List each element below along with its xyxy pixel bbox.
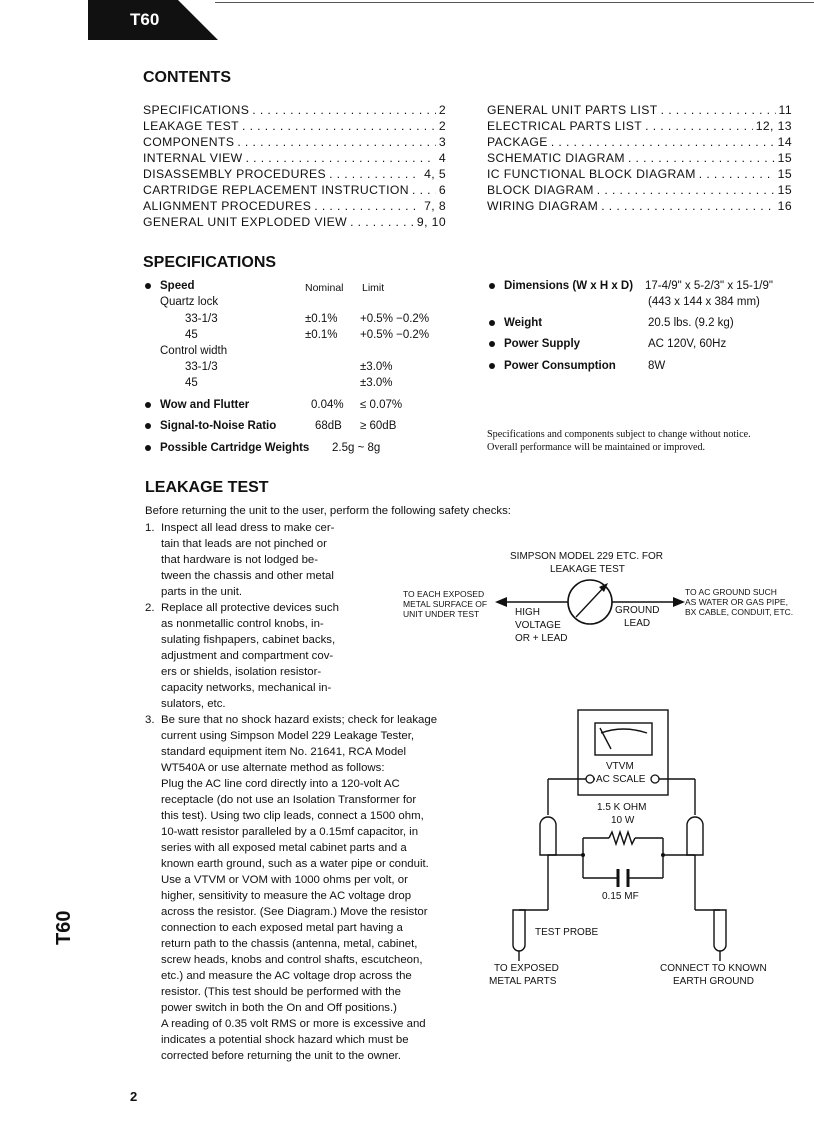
- dot-leader: [601, 198, 774, 214]
- item-number-1: 1.: [145, 522, 155, 534]
- dimensions-label: Dimensions (W x H x D): [504, 280, 634, 292]
- quartz-45-nominal: ±0.1%: [305, 329, 338, 341]
- paragraph-line: Replace all protective devices such: [161, 602, 339, 614]
- paragraph-line: adjustment and compartment cov-: [161, 650, 334, 662]
- dot-leader: [597, 182, 775, 198]
- contents-entry-label: COMPONENTS: [143, 135, 235, 149]
- tester-diagram: [490, 575, 690, 635]
- contents-entry-page: 7, 8: [424, 199, 446, 213]
- test-probe-label: TEST PROBE: [535, 927, 599, 938]
- contents-entry-page: 16: [777, 199, 792, 213]
- contents-entry-label: SPECIFICATIONS: [143, 103, 250, 117]
- contents-entry: [143, 118, 446, 134]
- paragraph-line: WT540A or use alternate method as follows:: [161, 762, 385, 774]
- contents-entry: [143, 182, 446, 198]
- dot-leader: [246, 150, 436, 166]
- ac-ground-label-2: AS WATER OR GAS PIPE,: [685, 597, 788, 607]
- dot-leader: [350, 214, 414, 230]
- paragraph-line: parts in the unit.: [161, 586, 243, 598]
- contents-entry: [487, 102, 792, 118]
- dot-leader: [412, 182, 436, 198]
- exposed-metal-label-3: UNIT UNDER TEST: [403, 609, 480, 619]
- snr-nominal: 68dB: [315, 420, 342, 432]
- vtvm-label: VTVM: [606, 761, 634, 772]
- contents-entry-label: CARTRIDGE REPLACEMENT INSTRUCTION: [143, 183, 410, 197]
- contents-entry-page: 15: [777, 167, 792, 181]
- contents-entry: [143, 166, 446, 182]
- paragraph-line: standard equipment item No. 21641, RCA Model: [161, 746, 407, 758]
- tester-title-line2: LEAKAGE TEST: [550, 564, 625, 575]
- ground-label: GROUND: [615, 605, 660, 616]
- contents-right-list: [487, 102, 792, 214]
- leakage-item-1: [161, 520, 361, 600]
- contents-entry: [143, 198, 446, 214]
- contents-entry-label: PACKAGE: [487, 135, 548, 149]
- contents-entry-label: IC FUNCTIONAL BLOCK DIAGRAM: [487, 167, 696, 181]
- contents-entry-label: LEAKAGE TEST: [143, 119, 240, 133]
- power-supply-value: AC 120V, 60Hz: [648, 338, 727, 350]
- contents-entry-page: 15: [777, 151, 792, 165]
- paragraph-line: series with all exposed metal cabinet parts and a: [161, 842, 407, 854]
- paragraph-line: as nonmetallic control knobs, in-: [161, 618, 324, 630]
- item-number-2: 2.: [145, 602, 155, 614]
- paragraph-line: Be sure that no shock hazard exists; check for leakage: [161, 714, 438, 726]
- paragraph-line: return path to the chassis (antenna, metal, cabinet,: [161, 938, 418, 950]
- contents-entry-label: INTERNAL VIEW: [143, 151, 243, 165]
- quartz-33-nominal: ±0.1%: [305, 313, 338, 325]
- exposed-metal-label-1: TO EACH EXPOSED: [403, 589, 485, 599]
- contents-entry-label: BLOCK DIAGRAM: [487, 183, 594, 197]
- ac-scale-label: AC SCALE: [596, 774, 646, 785]
- contents-entry: [487, 198, 792, 214]
- wow-flutter-nominal: 0.04%: [311, 399, 344, 411]
- ac-ground-label-3: BX CABLE, CONDUIT, ETC.: [685, 607, 794, 617]
- contents-title: CONTENTS: [143, 69, 231, 86]
- contents-left-list: [143, 102, 446, 230]
- side-model-label: T60: [53, 910, 75, 945]
- contents-entry-label: DISASSEMBLY PROCEDURES: [143, 167, 327, 181]
- contents-entry-page: 4, 5: [424, 167, 446, 181]
- contents-entry-label: GENERAL UNIT PARTS LIST: [487, 103, 658, 117]
- ac-ground-label-1: TO AC GROUND SUCH: [685, 587, 777, 597]
- contents-entry: [143, 102, 446, 118]
- weight-value: 20.5 lbs. (9.2 kg): [648, 317, 734, 329]
- contents-entry-label: GENERAL UNIT EXPLODED VIEW: [143, 215, 348, 229]
- quartz-lock-label: Quartz lock: [160, 296, 219, 308]
- voltage-label: VOLTAGE: [515, 620, 561, 631]
- power-consumption-value: 8W: [648, 360, 666, 372]
- spec-note-line2: Overall performance will be maintained or improved.: [487, 442, 706, 453]
- contents-entry-page: 15: [777, 183, 792, 197]
- control-33-limit: ±3.0%: [360, 361, 393, 373]
- limit-header: Limit: [362, 282, 385, 294]
- paragraph-line: ers or shields, isolation resistor-: [161, 666, 322, 678]
- paragraph-line: tween the chassis and other metal: [161, 570, 334, 582]
- dot-leader: [628, 150, 775, 166]
- wow-flutter-label: Wow and Flutter: [160, 399, 250, 411]
- contents-entry: [487, 134, 792, 150]
- contents-entry-page: 14: [777, 135, 792, 149]
- resistor-watt-label: 10 W: [611, 815, 635, 826]
- weight-label: Weight: [504, 317, 543, 329]
- snr-limit: ≥ 60dB: [360, 420, 397, 432]
- exposed-parts-label-2: METAL PARTS: [489, 976, 557, 987]
- bullet: [145, 402, 151, 408]
- contents-entry: [487, 166, 792, 182]
- capacitor-label: 0.15 MF: [602, 891, 639, 902]
- dot-leader: [551, 134, 775, 150]
- dimensions-value: 17-4/9" x 5-2/3" x 15-1/9": [645, 280, 773, 292]
- quartz-45-limit: +0.5% −0.2%: [360, 329, 430, 341]
- contents-entry: [487, 150, 792, 166]
- paragraph-line: known earth ground, such as a water pipe or conduit.: [161, 858, 429, 870]
- paragraph-line: Plug the AC line cord directly into a 120-volt AC: [161, 778, 400, 790]
- model-tab-label: T60: [130, 10, 160, 29]
- paragraph-line: indicates a potential shock hazard which must be: [161, 1034, 409, 1046]
- dot-leader: [645, 118, 753, 134]
- earth-ground-label-2: EARTH GROUND: [673, 976, 754, 987]
- or-lead-label: OR + LEAD: [515, 633, 568, 644]
- dot-leader: [329, 166, 421, 182]
- cartridge-weights-value: 2.5g ~ 8g: [332, 442, 381, 454]
- contents-entry: [487, 182, 792, 198]
- bullet: [145, 445, 151, 451]
- contents-entry: [143, 134, 446, 150]
- snr-label: Signal-to-Noise Ratio: [160, 420, 277, 432]
- contents-entry: [143, 214, 446, 230]
- exposed-metal-label-2: METAL SURFACE OF: [403, 599, 488, 609]
- contents-entry-page: 2: [438, 103, 446, 117]
- paragraph-line: receptacle (do not use an Isolation Transformer for: [161, 794, 417, 806]
- paragraph-line: corrected before returning the unit to the owner.: [161, 1050, 401, 1062]
- high-label: HIGH: [515, 607, 540, 618]
- paragraph-line: this test). Using two clip leads, connect a 1500 ohm,: [161, 810, 424, 822]
- paragraph-line: 10-watt resistor paralleled by a 0.15mf capacitor, in: [161, 826, 419, 838]
- contents-entry-label: WIRING DIAGRAM: [487, 199, 599, 213]
- contents-entry: [143, 150, 446, 166]
- paragraph-line: etc.) and measure the AC voltage drop across the: [161, 970, 412, 982]
- bullet: [489, 363, 495, 369]
- contents-entry: [487, 118, 792, 134]
- paragraph-line: screw heads, knobs and control shafts, escutcheon,: [161, 954, 423, 966]
- quartz-45-label: 45: [185, 329, 198, 341]
- contents-entry-page: 2: [438, 119, 446, 133]
- spec-speed-label: Speed: [160, 280, 195, 292]
- contents-entry-label: ELECTRICAL PARTS LIST: [487, 119, 643, 133]
- bullet: [489, 341, 495, 347]
- contents-entry-label: ALIGNMENT PROCEDURES: [143, 199, 312, 213]
- paragraph-line: A reading of 0.35 volt RMS or more is excessive and: [161, 1018, 426, 1030]
- leakage-test-title: LEAKAGE TEST: [145, 479, 269, 496]
- cartridge-weights-label: Possible Cartridge Weights: [160, 442, 310, 454]
- paragraph-line: current using Simpson Model 229 Leakage Tester,: [161, 730, 415, 742]
- contents-entry-label: SCHEMATIC DIAGRAM: [487, 151, 625, 165]
- dot-leader: [661, 102, 776, 118]
- dimensions-metric: (443 x 144 x 384 mm): [648, 296, 760, 308]
- bullet: [145, 423, 151, 429]
- paragraph-line: Inspect all lead dress to make cer-: [161, 522, 335, 534]
- top-rule: [215, 2, 814, 3]
- paragraph-line: sulating fishpapers, cabinet backs,: [161, 634, 336, 646]
- leakage-item-3: [161, 712, 461, 1064]
- bullet: [145, 283, 151, 289]
- control-33-label: 33-1/3: [185, 361, 218, 373]
- contents-entry-page: 6: [438, 183, 446, 197]
- paragraph-line: across the resistor. (See Diagram.) Move the resistor: [161, 906, 428, 918]
- contents-entry-page: 3: [438, 135, 446, 149]
- contents-entry-page: 4: [438, 151, 446, 165]
- quartz-33-limit: +0.5% −0.2%: [360, 313, 430, 325]
- paragraph-line: resistor. (This test should be performed with the: [161, 986, 401, 998]
- paragraph-line: Use a VTVM or VOM with 1000 ohms per volt, or: [161, 874, 408, 886]
- dot-leader: [699, 166, 775, 182]
- tester-title-line1: SIMPSON MODEL 229 ETC. FOR: [510, 551, 663, 562]
- contents-entry-page: 12, 13: [755, 119, 792, 133]
- leakage-intro: Before returning the unit to the user, perform the following safety checks:: [145, 505, 511, 517]
- power-consumption-label: Power Consumption: [504, 360, 616, 372]
- earth-ground-label-1: CONNECT TO KNOWN: [660, 963, 767, 974]
- page-number: 2: [130, 1089, 138, 1104]
- control-45-limit: ±3.0%: [360, 377, 393, 389]
- power-supply-label: Power Supply: [504, 338, 581, 350]
- dot-leader: [314, 198, 421, 214]
- nominal-header: Nominal: [305, 282, 344, 294]
- dot-leader: [252, 102, 436, 118]
- exposed-parts-label-1: TO EXPOSED: [494, 963, 559, 974]
- paragraph-line: connection to each exposed metal part having a: [161, 922, 403, 934]
- paragraph-line: power switch in both the On and Off positions.): [161, 1002, 397, 1014]
- paragraph-line: that hardware is not lodged be-: [161, 554, 319, 566]
- leakage-item-2: [161, 600, 361, 712]
- control-width-label: Control width: [160, 345, 228, 357]
- item-number-3: 3.: [145, 714, 155, 726]
- wow-flutter-limit: ≤ 0.07%: [360, 399, 403, 411]
- paragraph-line: higher, sensitivity to measure the AC voltage drop: [161, 890, 412, 902]
- contents-entry-page: 9, 10: [416, 215, 446, 229]
- contents-entry-page: 11: [778, 103, 792, 117]
- dot-leader: [237, 134, 435, 150]
- bullet: [489, 320, 495, 326]
- control-45-label: 45: [185, 377, 198, 389]
- quartz-33-label: 33-1/3: [185, 313, 218, 325]
- paragraph-line: capacity networks, mechanical in-: [161, 682, 332, 694]
- spec-note-line1: Specifications and components subject to change without notice.: [487, 429, 751, 440]
- resistor-ohm-label: 1.5 K OHM: [597, 802, 647, 813]
- paragraph-line: tain that leads are not pinched or: [161, 538, 327, 550]
- bullet: [489, 283, 495, 289]
- paragraph-line: sulators, etc.: [161, 698, 226, 710]
- specifications-title: SPECIFICATIONS: [143, 254, 277, 271]
- dot-leader: [242, 118, 436, 134]
- ground-lead-label: LEAD: [624, 618, 651, 629]
